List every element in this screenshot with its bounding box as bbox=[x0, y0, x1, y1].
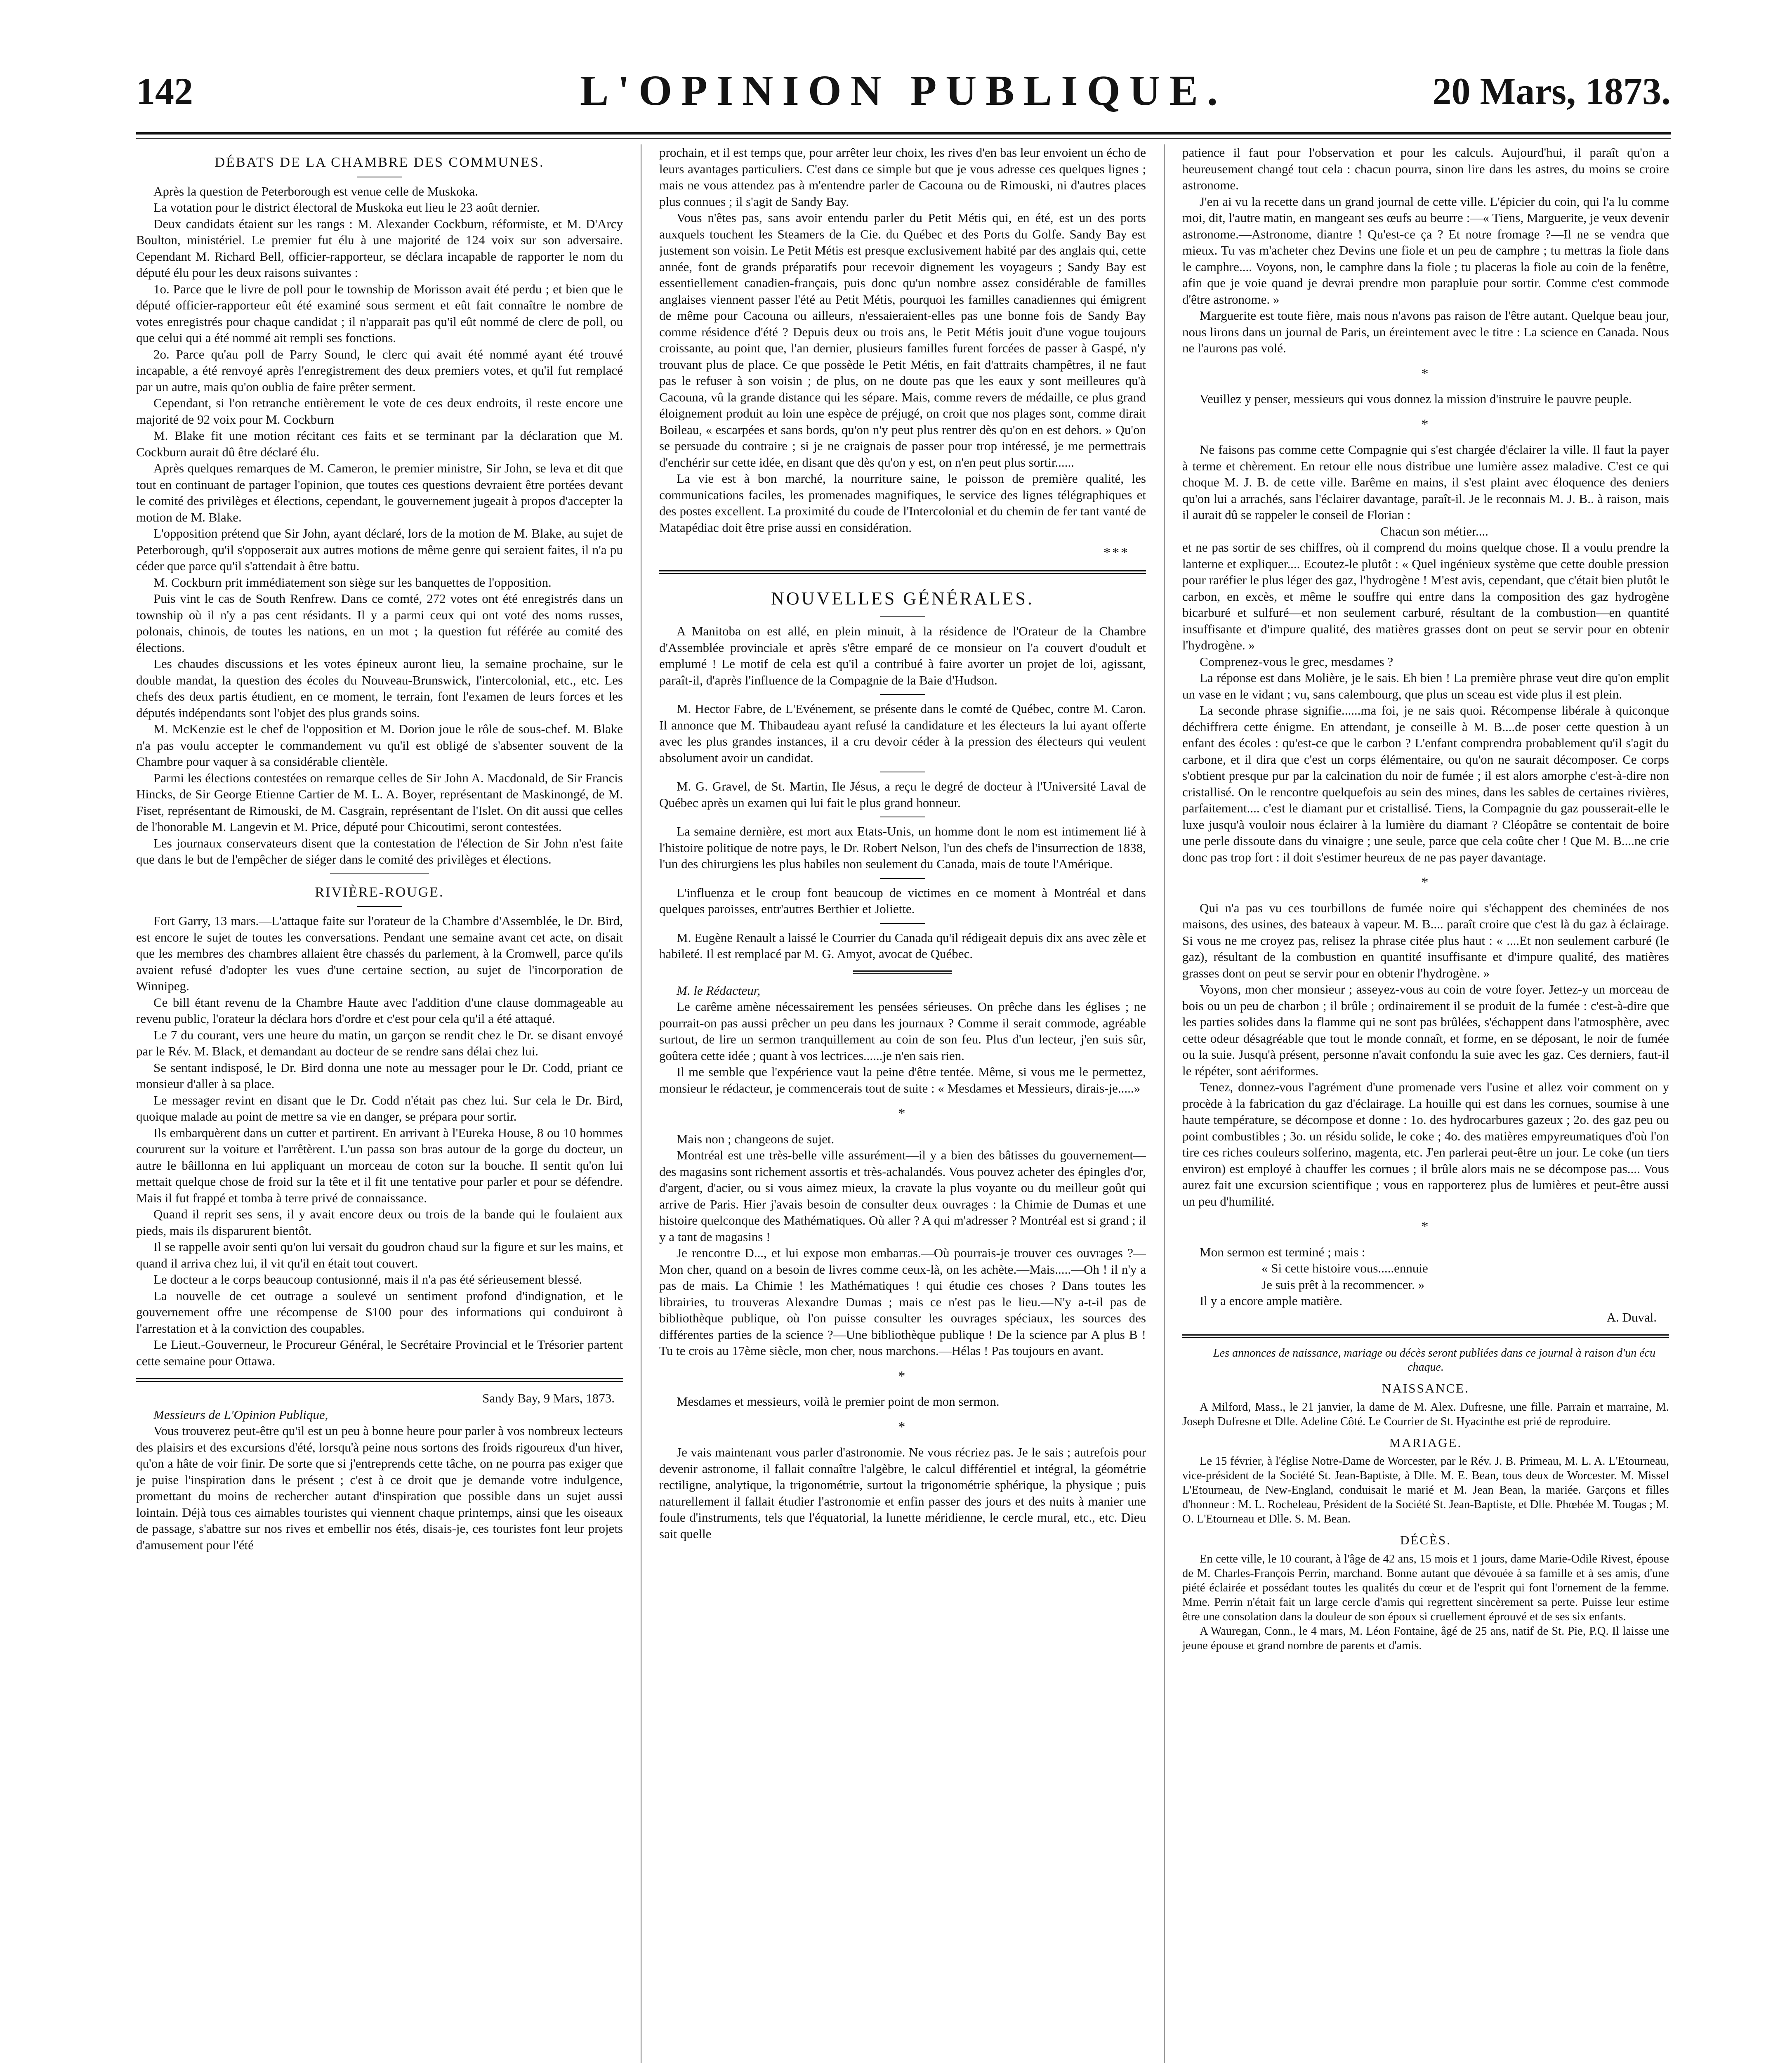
paragraph: Le Lieut.-Gouverneur, le Procureur Général, le Secrétaire Provincial et le Trésorier partent cette semaine pour Ottawa. bbox=[136, 1337, 623, 1368]
paragraph: Tenez, donnez-vous l'agrément d'une promenade vers l'usine et allez voir comment on y procède à la fabrication du gaz d'éclairage. La houille qui est dans les cornues, soumise à une haute température, se décompose et donne : 1o. des hydrocarbures gazeux ; 2o. des gaz peu ou point combustibles ; 3o. un résidu solide, le coke ; 4o. des matières empyreumatiques d'où l'on tire ces riches couleurs solferino, magenta, etc. J'en parlerai peut-être un jour. Le coke (un tiers environ) est employé à chauffer les cornues ; il brûle alors mais ne se décompose pas.... Vous aurez fait une excursion scientifique ; vous en rapporterez plus de lumières et peut-être aussi un peu d'humilité. bbox=[1182, 1080, 1669, 1209]
double-rule bbox=[853, 973, 952, 974]
divider bbox=[880, 878, 925, 879]
paragraph: Le 7 du courant, vers une heure du matin, un garçon se rendit chez le Dr. se disant envoyé par le Rév. M. Black, et demandant au docteur de se rendre sans délai chez lui. bbox=[136, 1027, 623, 1058]
paragraph: Se sentant indisposé, le Dr. Bird donna une note au messager pour le Dr. Codd, priant ce monsieur d'aller à sa place. bbox=[136, 1060, 623, 1091]
paragraph: 1o. Parce que le livre de poll pour le township de Morisson avait été perdu ; et bien que le député officier-rapporteur eût été examiné sous serment et eût fait connaître le nombre de votes enregistrés pour chaque candidat ; il n'apparait pas qu'il eût nommé de clerc de poll, ou que celui qui a été nommé ait rempli ses fonctions. bbox=[136, 281, 623, 345]
masthead bbox=[136, 62, 1671, 124]
notice-entry: Le 15 février, à l'église Notre-Dame de Worcester, par le Rév. J. B. Primeau, M. L. A. L'Etourneau, vice-président de la Société St. Jean-Baptiste, à Dlle. M. E. Bean, tous deux de Worcester. M. Missel L'Etourneau, de New-England, conduisait le marié et M. Jean Bean, la mariée. Garçons et filles d'honneur : M. L. Rocheleau, Président de la Société St. Jean-Baptiste, et Dlle. Phœbée M. Tougas ; M. O. L'Etourneau et Dlle. S. M. Bean. bbox=[1182, 1455, 1669, 1525]
paragraph: M. Blake fit une motion récitant ces faits et se terminant par la déclaration que M. Cockburn aurait dû être déclaré élu. bbox=[136, 428, 623, 459]
paragraph: M. McKenzie est le chef de l'opposition et M. Dorion joue le rôle de sous-chef. M. Blake n'a pas voulu accepter le commandement vu qu'il est obligé de s'absenter souvent de la Chambre pour vaquer à sa considérable clientèle. bbox=[136, 722, 623, 769]
paragraph: et ne pas sortir de ses chiffres, où il comprend du moins quelque chose. Il a voulu prendre la lanterne et expliquer.... Ecoutez-le plutôt : « Quel ingénieux système que cette double pression pour raréfier le plus léger des gaz, l'hydrogène ! M'est avis, cependant, que c'était bien plutôt le carbon, en excès, et même le souffre qui entre dans la composition des gaz hydrogène bicarburé et sulfuré—et non seulement carburé, résultant de la combustion—en quantité insuffisante et d'impure qualité, des matières grasses dont on peut se servir pour en obtenir l'hydrogène. » bbox=[1182, 540, 1669, 652]
letter-dateline: Sandy Bay, 9 Mars, 1873. bbox=[482, 1391, 615, 1405]
verse-line: Je suis prêt à la recommencer. » bbox=[1261, 1277, 1425, 1292]
verse-line: « Si cette histoire vous.....ennuie bbox=[1261, 1261, 1428, 1275]
double-rule bbox=[659, 573, 1146, 574]
paragraph: La vie est à bon marché, la nourriture saine, le poisson de première qualité, les communications faciles, les promenades magnifiques, le service des lignes télégraphiques et des postes excellent. La proximité du coude de l'Intercolonial et du chemin de fer tant vanté de Matapédiac doit être prise aussi en considération. bbox=[659, 471, 1146, 535]
paragraph: Il se rappelle avoir senti qu'on lui versait du goudron chaud sur la figure et sur les mains, et quand il arriva chez lui, il vit qu'il en était tout couvert. bbox=[136, 1239, 623, 1270]
paragraph: Il y a encore ample matière. bbox=[1200, 1294, 1342, 1308]
paragraph: M. Eugène Renault a laissé le Courrier du Canada qu'il rédigeait depuis dix ans avec zèle et habileté. Il est remplacé par M. G. Amyot, avocat de Québec. bbox=[659, 930, 1146, 961]
divider bbox=[880, 923, 925, 924]
double-rule bbox=[853, 970, 952, 972]
paragraph: A Manitoba on est allé, en plein minuit, à la résidence de l'Orateur de la Chambre d'Assemblée provinciale et après s'être emparé de ce monsieur on l'a couvert d'oudult et emplumé ! Le motif de cela est qu'il a contribué à faire avorter un projet de loi, agissant, paraît-il, d'après l'influence de la Compagnie de la Baie d'Hudson. bbox=[659, 624, 1146, 687]
column-1 bbox=[136, 144, 623, 2063]
ornament: * bbox=[898, 1419, 907, 1435]
signature: A. Duval. bbox=[1606, 1310, 1657, 1324]
paragraph: La semaine dernière, est mort aux Etats-Unis, un homme dont le nom est intimement lié à l'histoire politique de notre pays, le Dr. Robert Nelson, l'un des chefs de l'insurrection de 1838, l'un des chirurgiens les plus habiles non seulement du Canada, mais de toute l'Amérique. bbox=[659, 824, 1146, 871]
notice-entry: A Milford, Mass., le 21 janvier, la dame de M. Alex. Dufresne, une fille. Parrain et marraine, M. Joseph Dufresne et Dlle. Adeline Côté. Le Courrier de St. Hyacinthe est prié de reproduire. bbox=[1182, 1400, 1669, 1428]
letter-salutation: M. le Rédacteur, bbox=[677, 983, 761, 998]
paragraph: Mon sermon est terminé ; mais : bbox=[1200, 1244, 1365, 1259]
section-heading-riviere-rouge: RIVIÈRE-ROUGE. bbox=[315, 884, 444, 900]
paragraph: Le docteur a le corps beaucoup contusionné, mais il n'a pas été sérieusement blessé. bbox=[153, 1272, 582, 1286]
ornament: * bbox=[1421, 366, 1430, 381]
paragraph: Vous n'êtes pas, sans avoir entendu parler du Petit Métis qui, en été, est un des ports auxquels touchent les Steamers de la Cie. du Québec et des Ports du Golfe. Sandy Bay est justement son voisin. Le Petit Métis est presque exclusivement habité par des anglais qui, cette année, font de grands préparatifs pour recevoir dignement les voyageurs ; Sandy Bay est essentiellement canadien-français, puis donc qu'un nombre assez considérable de familles anglaises viennent passer l'été au Petit Métis, pourquoi les familles canadiennes qui émigrent de même pour Cacouna ou ailleurs, n'essaieraient-elles pas une bonne fois de Sandy Bay comme résidence d'été ? Depuis deux ou trois ans, le Petit Métis jouit d'une vogue toujours croissante, au point que, l'an dernier, plusieurs familles furent forcées de passer à Gaspé, n'y trouvant plus de place. Ce que possède le Petit Métis, en fait d'attraits champêtres, il ne faut pas le refuser à son voisin ; de plus, on ne doute pas que les eaux y sont meilleures qu'à Cacouna, vû la grande distance qui les sépare. Mais, comme revers de médaille, ce plus grand éloignement produit au loin une espèce de préjugé, on croit que nos plages sont, comme dirait Boileau, « escarpées et sans bords, qu'on n'y peut plus rentrer dès qu'on en est dehors. » Qu'on se persuade du contraire ; si je ne craignais de passer pour trop intéressé, je me permettrais d'enchérir sur cette idée, en disant que dès qu'on y est, on n'en peut plus sortir...... bbox=[659, 210, 1146, 470]
notices-announcement: Les annonces de naissance, mariage ou décès seront publiées dans ce journal à raison d'un écu chaque. bbox=[1213, 1347, 1655, 1374]
quote-line: Chacun son métier.... bbox=[1380, 524, 1488, 538]
column-divider bbox=[1164, 144, 1165, 2063]
divider bbox=[330, 873, 429, 874]
paragraph: Puis vint le cas de South Renfrew. Dans ce comté, 272 votes ont été enregistrés dans un township où il n'y a pas cent résidants. Il y a parmi ceux qui ont voté des noms russes, polonais, chinois, de toutes les nations, en un mot ; la question fut référée au comité des élections. bbox=[136, 591, 623, 655]
paragraph: Voyons, mon cher monsieur ; asseyez-vous au coin de votre foyer. Jettez-y un morceau de bois ou un peu de charbon ; il brûle ; ordinairement il se produit de la fumée : c'est-à-dire que les parties solides dans la flamme qui ne sont pas brûlées, s'échappent dans l'atmosphère, avec cette odeur désagréable que tout le monde connaît, et forme, en se déposant, le noir de fumée ou la suie. Jusqu'à présent, personne n'avait confondu la suie avec les gaz. Ces derniers, faut-il le répéter, sont aériformes. bbox=[1182, 982, 1669, 1078]
paragraph: Veuillez y penser, messieurs qui vous donnez la mission d'instruire le pauvre peuple. bbox=[1200, 392, 1632, 406]
letter-salutation: Messieurs de L'Opinion Publique, bbox=[153, 1407, 328, 1422]
paragraph: M. G. Gravel, de St. Martin, Ile Jésus, a reçu le degré de docteur à l'Université Laval de Québec après un examen qui lui fait le plus grand honneur. bbox=[659, 779, 1146, 810]
section-heading-naissance: NAISSANCE. bbox=[1382, 1381, 1469, 1395]
paragraph: Vous trouverez peut-être qu'il est un peu à bonne heure pour parler à vos nombreux lecteurs des plaisirs et des excursions d'été, lorsqu'à peine nous sortons des froids rigoureux d'un hiver, qu'on a hâte de voir finir. De sorte que si j'entreprends cette tâche, on ne pourra pas exiger que je puise l'inspiration dans le présent ; c'est à ce droit que je demande votre indulgence, promettant du moins de rechercher autant d'inspiration que possible dans un sujet aussi lointain. Déjà tous ces aimables touristes qui viennent chaque printemps, ainsi que les oiseaux de passage, s'abattre sur nos rives et embellir nos étés, disais-je, ces touristes font leur projets d'amusement pour l'été bbox=[136, 1423, 623, 1552]
newspaper-title: L'OPINION PUBLIQUE. bbox=[580, 67, 1227, 114]
paragraph: Après la question de Peterborough est venue celle de Muskoka. bbox=[153, 184, 478, 198]
paragraph: Je rencontre D..., et lui expose mon embarras.—Où pourrais-je trouver ces ouvrages ?—Mon cher, quand on a besoin de livres comme ceux-là, on les achète.—Mais.....—Oh ! il n'y a pas de mais. La Chimie ! les Mathématiques ! qui étudie ces choses ? Dans toutes les librairies, tu trouveras Alexandre Dumas ; mais ce n'est pas le lieu.—N'y a-t-il pas de bibliothèque publique, où l'on puisse consulter les ouvrages spéciaux, les sources des différentes parties de la science ?—Une bibliothèque publique ! De la science par A plus B ! Tu te crois au 17ème siècle, mon cher, nous marchons.—Hélas ! Pas toujours en avant. bbox=[659, 1246, 1146, 1358]
paragraph: La votation pour le district électoral de Muskoka eut lieu le 23 août dernier. bbox=[153, 200, 540, 215]
divider bbox=[357, 906, 402, 907]
ornament: *** bbox=[1103, 545, 1129, 560]
paragraph: La réponse est dans Molière, je le sais. Eh bien ! La première phrase veut dire qu'on emplit un vase en le vidant ; vu, sans calembourg, que plus un sceau est vide plus il est plein. bbox=[1182, 670, 1669, 701]
divider bbox=[880, 616, 925, 617]
paragraph: Les chaudes discussions et les votes épineux auront lieu, la semaine prochaine, sur le double mandat, la question des écoles du Nouveau-Brunswick, l'intercolonial, etc., etc. Les chefs des deux partis étudient, en ce moment, le terrain, font l'examen de leurs forces et les députés indépendants sont l'objet des plus grands soins. bbox=[136, 656, 623, 720]
column-3 bbox=[1182, 144, 1669, 2063]
paragraph: Je vais maintenant vous parler d'astronomie. Ne vous récriez pas. Je le sais ; autrefois pour devenir astronome, il fallait connaître l'algèbre, le calcul différentiel et intégral, la géométrie rectiligne, analytique, la trigonométrie, surtout la trigonométrie sphérique, la physique ; puis naturellement il fallait étudier l'astronomie et enfin passer des jours et des nuits à manier une foule d'instruments, tels que l'équatorial, la lunette méridienne, le cercle mural, etc., etc. Dieu sait quelle bbox=[659, 1445, 1146, 1541]
paragraph: L'influenza et le croup font beaucoup de victimes en ce moment à Montréal et dans quelques paroisses, entr'autres Berthier et Joliette. bbox=[659, 885, 1146, 916]
ornament: * bbox=[1421, 1219, 1430, 1234]
paragraph: 2o. Parce qu'au poll de Parry Sound, le clerc qui avait été nommé ayant été trouvé incapable, a été renvoyé après l'enregistrement des deux premiers votes, et qu'il fut remplacé par un autre, mais qu'on oublia de faire prêter serment. bbox=[136, 347, 623, 394]
paragraph: Montréal est une très-belle ville assurément—il y a bien des bâtisses du gouvernement—des magasins sont richement assortis et très-achalandés. Vous pouvez acheter des épingles d'or, d'argent, d'acier, ou si vous aimez mieux, la cravate la plus voyante ou du meilleur goût qui arrive de Paris. Hier j'avais besoin de consulter deux ouvrages : la Chimie de Dumas et une histoire quelconque des Mathématiques. Où aller ? A qui m'adresser ? Montréal est si grand ; il y a tant de magasins ! bbox=[659, 1148, 1146, 1244]
paragraph: Mesdames et messieurs, voilà le premier point de mon sermon. bbox=[677, 1394, 1000, 1409]
section-heading-mariage: MARIAGE. bbox=[1389, 1435, 1462, 1450]
column-2 bbox=[659, 144, 1146, 2063]
double-rule bbox=[1182, 1334, 1669, 1336]
double-rule bbox=[136, 1378, 623, 1379]
paragraph: La nouvelle de cet outrage a soulevé un sentiment profond d'indignation, et le gouvernement offre une récompense de $100 pour des informations qui conduiront à l'arrestation et à la conviction des coupables. bbox=[136, 1288, 623, 1336]
section-heading-nouvelles: NOUVELLES GÉNÉRALES. bbox=[771, 588, 1034, 609]
double-rule bbox=[1182, 1337, 1669, 1338]
paragraph: Ce bill étant revenu de la Chambre Haute avec l'addition d'une clause dommageable au revenu public, l'orateur la déclara hors d'ordre et c'est pour cela qu'il a été attaqué. bbox=[136, 995, 623, 1026]
paragraph: Mais non ; changeons de sujet. bbox=[677, 1131, 835, 1146]
ornament: * bbox=[898, 1106, 907, 1121]
notice-entry: A Wauregan, Conn., le 4 mars, M. Léon Fontaine, âgé de 25 ans, natif de St. Pie, P.Q. Il laisse une jeune épouse et grand nombre de parents et d'amis. bbox=[1182, 1624, 1669, 1652]
page-number: 142 bbox=[136, 70, 193, 112]
paragraph: Le carême amène nécessairement les pensées sérieuses. On prêche dans les églises ; ne pourrait-on pas aussi prêcher un peu dans les journaux ? Comme il serait commode, agréable surtout, de lire un sermon tranquillement au coin de son feu. Plus d'un lecteur, j'en suis sûr, goûtera cette idée ; quant à vos lectrices......je n'en sais rien. bbox=[659, 999, 1146, 1063]
paragraph: Après quelques remarques de M. Cameron, le premier ministre, Sir John, se leva et dit que tout en continuant de partager l'opinion, que toutes ces questions devraient être portées devant le comité des privilèges et élections, cependant, le gouvernement jugeait à propos d'accepter la motion de M. Blake. bbox=[136, 461, 623, 524]
ornament: * bbox=[898, 1368, 907, 1384]
paragraph: Marguerite est toute fière, mais nous n'avons pas raison de l'être autant. Quelque beau jour, nous lirons dans un journal de Paris, un éreintement avec le titre : La science en Canada. Nous ne l'aurons pas volé. bbox=[1182, 308, 1669, 355]
masthead-rule-thin bbox=[136, 138, 1671, 139]
paragraph: L'opposition prétend que Sir John, ayant déclaré, lors de la motion de M. Blake, au sujet de Peterborough, qu'il s'opposerait aux autres motions de même genre qui seraient faites, il n'a pu céder que parce qu'il s'attendait à être battu. bbox=[136, 526, 623, 573]
double-rule bbox=[659, 570, 1146, 571]
ornament: * bbox=[1421, 416, 1430, 432]
paragraph: patience il faut pour l'observation et pour les calculs. Aujourd'hui, il paraît qu'on a heureusement changé tout cela : chacun pourra, sinon lire dans les astres, du moins se croire astronome. bbox=[1182, 145, 1669, 192]
paragraph: Les journaux conservateurs disent que la contestation de l'élection de Sir John n'est faite que dans le but de l'empêcher de siéger dans le comité des privilèges et élections. bbox=[136, 836, 623, 866]
paragraph: Cependant, si l'on retranche entièrement le vote de ces deux endroits, il reste encore une majorité de 92 voix pour M. Cockburn bbox=[136, 396, 623, 427]
paragraph: Il me semble que l'expérience vaut la peine d'être tentée. Même, si vous me le permettez, monsieur le rédacteur, je commencerais tout de suite : « Mesdames et Messieurs, dirais-je.....» bbox=[659, 1065, 1146, 1095]
paragraph: Quand il reprit ses sens, il y avait encore deux ou trois de la bande qui le foulaient aux pieds, mais ils disparurent bientôt. bbox=[136, 1207, 623, 1238]
paragraph: Fort Garry, 13 mars.—L'attaque faite sur l'orateur de la Chambre d'Assemblée, le Dr. Bird, est encore le sujet de toutes les conversations. Pendant une semaine avant cet acte, on disait que les membres des chambres allaient être chassés du parlement, à la Cromwell, parce qu'ils avaient refusé d'adopter les vues d'une certaine section, au sujet de l'incorporation de Winnipeg. bbox=[136, 913, 623, 993]
double-rule bbox=[136, 1381, 623, 1382]
divider bbox=[880, 694, 925, 695]
ornament: * bbox=[1421, 875, 1430, 890]
notice-entry: En cette ville, le 10 courant, à l'âge de 42 ans, 15 mois et 1 jours, dame Marie-Odile Rivest, épouse de M. Charles-François Perrin, marchand. Bonne autant que dévouée à sa famille et à ses amis, d'une piété éclairée et possédant toutes les qualités du cœur et de l'esprit qui font l'ornement de la femme. Mme. Perrin n'était fait un large cercle d'amis qui regrettent sincèrement sa perte. Puisse leur estime être une consolation dans la douleur de son époux si cruellement éprouvé et de ses six enfants. bbox=[1182, 1552, 1669, 1623]
paragraph: La seconde phrase signifie......ma foi, je ne sais quoi. Récompense libérale à quiconque déchiffrera cette énigme. En attendant, je conseille à M. B....de poser cette question à un enfant des écoles : qu'est-ce que le carbon ? L'enfant comprendra probablement qu'il s'agit du carbone, et il dira que c'est un corps élémentaire, ou qu'on ne saurait décomposer. Ce corps s'obtient presque pur par la calcination du noir de fumée ; il est alors amorphe c'est-à-dire non cristallisé. On le rencontre quelquefois au sein des mines, dans les sables de certaines rivières, parfaitement.... c'est le diamant pur et cristallisé. Tiens, la Compagnie du gaz pousserait-elle le luxe jusqu'à vouloir nous éclairer à la lumière du diamant ? Cléopâtre se contentait de boire une perle dissoute dans du vinaigre ; une seule, parce que cela coûte cher ! Que M. B....ne crie donc pas trop fort : il doit s'estimer heureux de ne pas payer davantage. bbox=[1182, 703, 1669, 864]
section-heading-debats: DÉBATS DE LA CHAMBRE DES COMMUNES. bbox=[215, 155, 545, 170]
paragraph: Ne faisons pas comme cette Compagnie qui s'est chargée d'éclairer la ville. Il faut la payer à terme et chèrement. En retour elle nous distribue une lumière assez maladive. C'est ce qui choque M. J. B. de cette ville. Barême en mains, il s'est plaint avec éloquence des deniers qu'on lui a arrachés, sans l'éclairer davantage, paraît-il. Je le reconnais M. J. B.. à raison, mais il aurait dû se rappeler le conseil de Florian : bbox=[1182, 442, 1669, 522]
paragraph: Qui n'a pas vu ces tourbillons de fumée noire qui s'échappent des cheminées de nos maisons, des usines, des bateaux à vapeur. M. B.... paraît croire que c'est là du gaz à éclairage. Si vous ne me croyez pas, relisez la phrase citée plus haut : « ....Et non seulement carburé (le gaz), résultant de la combustion en quantité insuffisante et d'impure qualité, des matières grasses dont on peut se servir pour en obtenir l'hydrogène. » bbox=[1182, 900, 1669, 980]
paragraph: Le messager revint en disant que le Dr. Codd n'était pas chez lui. Sur cela le Dr. Bird, quoique malade au point de mettre sa vie en danger, se prépara pour sortir. bbox=[136, 1093, 623, 1124]
paragraph: J'en ai vu la recette dans un grand journal de cette ville. L'épicier du coin, qui l'a lu comme moi, dit, l'autre matin, en mangeant ses œufs au beurre :—« Tiens, Marguerite, je veux devenir astronome.—Astronome, diantre ! Qu'est-ce ça ? Et notre fromage ?—Il ne se vendra que mieux. Tu vas m'acheter chez Devins une fiole et un peu de camphre ; tu mettras la fiole dans le camphre.... Voyons, non, le camphre dans la fiole ; tu placeras la fiole au coin de la fenêtre, afin que je voie quand je devrai prendre mon parapluie pour sortir. Comme c'est commode d'être astronome. » bbox=[1182, 194, 1669, 307]
paragraph: Ils embarquèrent dans un cutter et partirent. En arrivant à l'Eureka House, 8 ou 10 hommes coururent sur la voiture et l'arrêtèrent. L'un passa son bras autour de la gorge du docteur, un autre le bâillonna en lui appliquant un morceau de coton sur la bouche. Il sentit qu'on lui mettait quelque chose de froid sur la tête et il fit une tentative pour parler et pour se défendre. Mais il fut frappé et tomba à terre privé de connaissance. bbox=[136, 1125, 623, 1205]
masthead-rule bbox=[136, 132, 1671, 135]
section-heading-deces: DÉCÈS. bbox=[1400, 1533, 1451, 1547]
paragraph: Comprenez-vous le grec, mesdames ? bbox=[1200, 654, 1394, 669]
paragraph: Deux candidats étaient sur les rangs : M. Alexander Cockburn, réformiste, et M. D'Arcy Boulton, ministériel. Le premier fut élu à une majorité de 124 voix sur son adversaire. Cependant M. Richard Bell, officier-rapporteur, se déclara incapable de rapporter le nom du député élu pour les deux raisons suivantes : bbox=[136, 216, 623, 280]
paragraph: Parmi les élections contestées on remarque celles de Sir John A. Macdonald, de Sir Francis Hincks, de Sir George Etienne Cartier de M. L. A. Boyer, représentant de Maskinongé, de M. Fiset, représentant de Rimouski, de M. Casgrain, représentant de l'Islet. On dit aussi que celles de l'honorable M. Langevin et M. Price, député pour Chicoutimi, seront contestées. bbox=[136, 770, 623, 834]
paragraph: M. Cockburn prit immédiatement son siège sur les banquettes de l'opposition. bbox=[153, 575, 552, 590]
paragraph: M. Hector Fabre, de L'Evénement, se présente dans le comté de Québec, contre M. Caron. Il annonce que M. Thibaudeau ayant refusé la candidature et les électeurs la lui ayant offerte avec les plus grandes instances, il a cru devoir céder à la pression des électeurs qui veulent absolument avoir un candidat. bbox=[659, 701, 1146, 765]
issue-date: 20 Mars, 1873. bbox=[1432, 70, 1671, 112]
paragraph: prochain, et il est temps que, pour arrêter leur choix, les rives d'en bas leur envoient un écho de leurs avantages particuliers. C'est dans ce simple but que je vous adresse ces quelques lignes ; mais ne vous attendez pas à m'entendre parler de Cacouna ou de Rimouski, ni d'autres places plus connues ; il s'agit de Sandy Bay. bbox=[659, 145, 1146, 209]
